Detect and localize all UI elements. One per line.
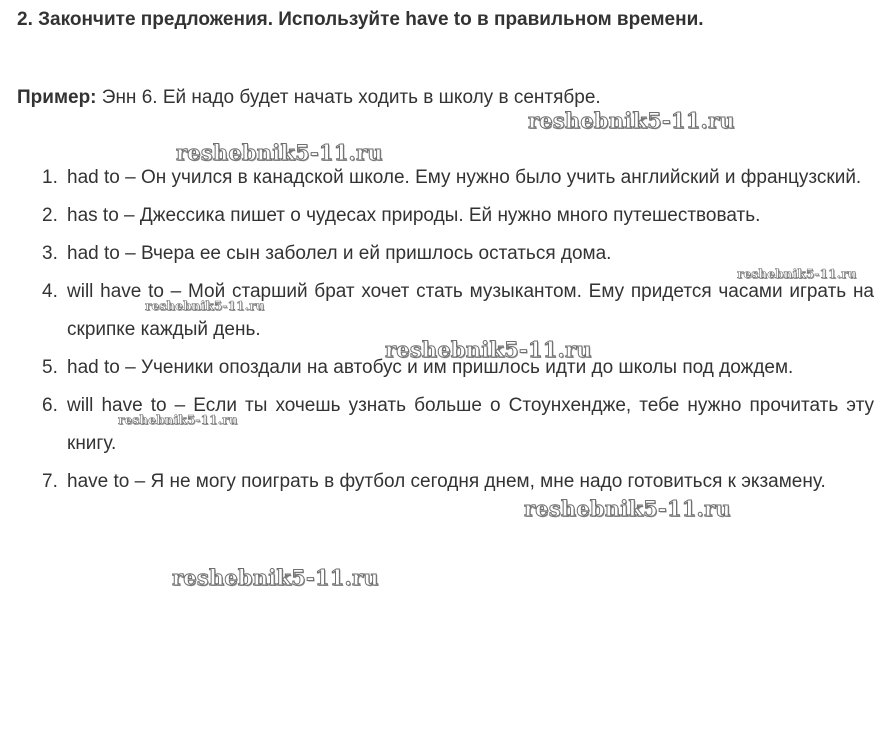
item-number: 7. [42,471,58,492]
answer-list [42,159,874,501]
list-item [42,197,874,235]
item-text: will have to – Если ты хочешь узнать больше о Стоунхендже, тебе нужно прочитать эту книгу. [67,395,874,454]
item-number: 2. [42,205,58,226]
item-number: 3. [42,243,58,264]
exercise-heading: 2. Закончите предложения. Используйте have to в правильном времени. [17,9,704,30]
watermark: reshebnik5-11.ru [118,413,238,427]
example-label: Пример: [17,87,97,108]
item-text: had to – Ученики опоздали на автобус и им пришлось идти до школы под дождем. [67,357,794,378]
item-number: 1. [42,167,58,188]
item-text: have to – Я не могу поиграть в футбол сегодня днем, мне надо готовиться к экзамену. [67,471,826,492]
list-item [42,159,874,197]
watermark: reshebnik5-11.ru [385,337,592,362]
item-number: 6. [42,395,58,416]
watermark: reshebnik5-11.ru [737,267,857,281]
watermark: reshebnik5-11.ru [528,108,735,133]
item-text: had to – Вчера ее сын заболел и ей пришлось остаться дома. [67,243,612,264]
watermark: reshebnik5-11.ru [524,496,731,521]
item-text: will have to – Мой старший брат хочет стать музыкантом. Ему придется часами играть на скрипке каждый день. [67,281,874,340]
item-text: has to – Джессика пишет о чудесах природы. Ей нужно много путешествовать. [67,205,761,226]
watermark: reshebnik5-11.ru [176,140,383,165]
item-number: 5. [42,357,58,378]
example-line [17,87,601,109]
example-text: Энн 6. Ей надо будет начать ходить в школу в сентябре. [101,87,601,108]
list-item [42,463,874,501]
item-text: had to – Он учился в канадской школе. Ему нужно было учить английский и французский. [67,167,862,188]
watermark: reshebnik5-11.ru [172,565,379,590]
item-number: 4. [42,281,58,302]
watermark: reshebnik5-11.ru [145,299,265,313]
